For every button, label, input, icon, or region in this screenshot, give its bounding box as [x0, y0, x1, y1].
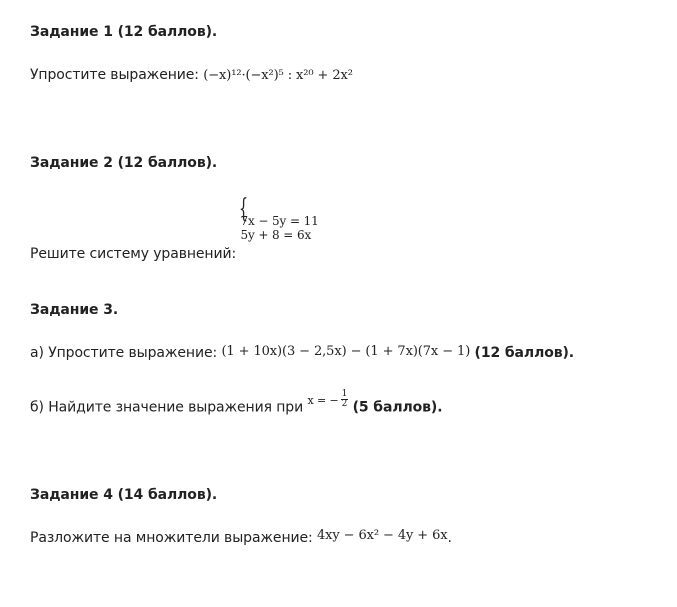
task1-line — [30, 67, 353, 83]
task3-b-points: (5 баллов). — [352, 399, 443, 416]
task1-heading: Задание 1 (12 баллов). — [30, 24, 218, 40]
task3-b-fraction — [341, 390, 349, 409]
task3-a-points: (12 баллов). — [474, 345, 575, 361]
system-equation-1: 7x − 5y = 11 — [240, 214, 319, 228]
task3-b-variable: x = − — [307, 393, 339, 407]
task2-line — [30, 194, 319, 262]
task1-prompt: Упростите выражение: — [30, 67, 204, 83]
task3-a-prompt: а) Упростите выражение: — [30, 345, 222, 361]
task3-part-a — [30, 345, 574, 361]
task2-prompt: Решите систему уравнений: — [30, 246, 241, 262]
system-equation-2: 5y + 8 = 6x — [240, 228, 312, 242]
task2-heading: Задание 2 (12 баллов). — [30, 155, 218, 171]
task3-b-prompt: б) Найдите значение выражения при — [30, 399, 308, 416]
task4-period: . — [447, 530, 452, 546]
task4-expression: 4xy − 6x² − 4y + 6x — [316, 528, 448, 543]
task3-a-expression: (1 + 10x)(3 − 2,5x) − (1 + 7x)(7x − 1) — [221, 344, 471, 359]
task4-heading: Задание 4 (14 баллов). — [30, 487, 218, 503]
system-brace: { — [239, 194, 249, 224]
task4-prompt: Разложите на множители выражение: — [30, 530, 317, 546]
task3-heading: Задание 3. — [30, 302, 119, 318]
fraction-denominator: 2 — [341, 399, 348, 409]
equation-system — [239, 194, 319, 242]
fraction-numerator: 1 — [341, 389, 348, 399]
task3-part-b — [30, 389, 443, 417]
task4-line — [30, 530, 452, 546]
task1-expression: (−x)¹²·(−x²)⁵ : x²⁰ + 2x² — [203, 68, 353, 83]
